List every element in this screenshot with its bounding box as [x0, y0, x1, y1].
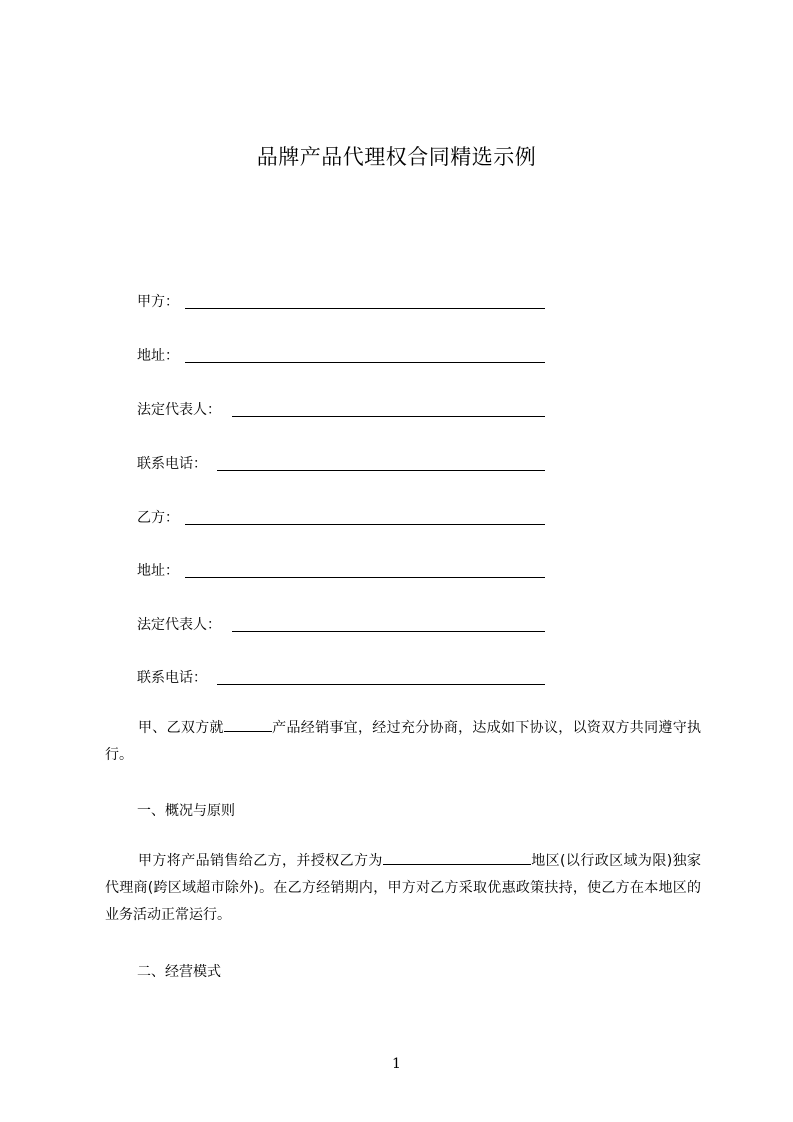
party-a-name-label: 甲方：	[137, 294, 179, 310]
party-b-phone-field	[137, 665, 545, 687]
party-a-rep-field	[137, 397, 545, 419]
party-a-name-blank	[185, 308, 545, 309]
party-b-name-blank	[185, 524, 545, 525]
party-a-rep-blank	[232, 416, 545, 417]
section-1-text-1: 甲方将产品销售给乙方，并授权乙方为	[138, 853, 383, 869]
region-blank	[383, 850, 531, 865]
party-a-phone-blank	[217, 470, 545, 471]
party-b-address-field	[137, 558, 545, 580]
party-b-address-blank	[185, 577, 545, 578]
intro-text-1: 甲、乙双方就	[138, 720, 224, 736]
party-a-address-blank	[185, 362, 545, 363]
party-b-rep-label: 法定代表人：	[137, 617, 221, 633]
party-b-name-field	[137, 505, 545, 527]
party-b-phone-blank	[217, 684, 545, 685]
party-a-phone-field	[137, 451, 545, 473]
party-b-rep-field	[137, 612, 545, 634]
section-1-paragraph	[105, 848, 701, 929]
section-1-heading: 一、概况与原则	[137, 803, 235, 819]
party-a-phone-label: 联系电话：	[137, 456, 207, 472]
section-1-text-2: 地区(以行政区域为限)独家代理商(跨区域超市除外)。在乙方经销期内，甲方对乙方采取优惠政策扶持，使乙方在本地区的业务活动正常运行。	[105, 853, 701, 923]
party-a-address-field	[137, 343, 545, 365]
party-a-rep-label: 法定代表人：	[137, 402, 221, 418]
party-a-name-field	[137, 289, 545, 311]
party-b-name-label: 乙方：	[137, 510, 179, 526]
intro-text-2: 产品经销事宜，经过充分协商，达成如下协议，以资双方共同遵守执行。	[105, 720, 702, 763]
intro-paragraph	[105, 715, 701, 769]
party-a-address-label: 地址：	[137, 348, 179, 364]
party-b-rep-blank	[232, 631, 545, 632]
page-number: 1	[392, 1056, 401, 1072]
section-2-heading: 二、经营模式	[137, 964, 221, 980]
document-title: 品牌产品代理权合同精选示例	[256, 145, 537, 169]
party-b-address-label: 地址：	[137, 563, 179, 579]
party-b-phone-label: 联系电话：	[137, 670, 207, 686]
product-name-blank	[224, 717, 272, 732]
